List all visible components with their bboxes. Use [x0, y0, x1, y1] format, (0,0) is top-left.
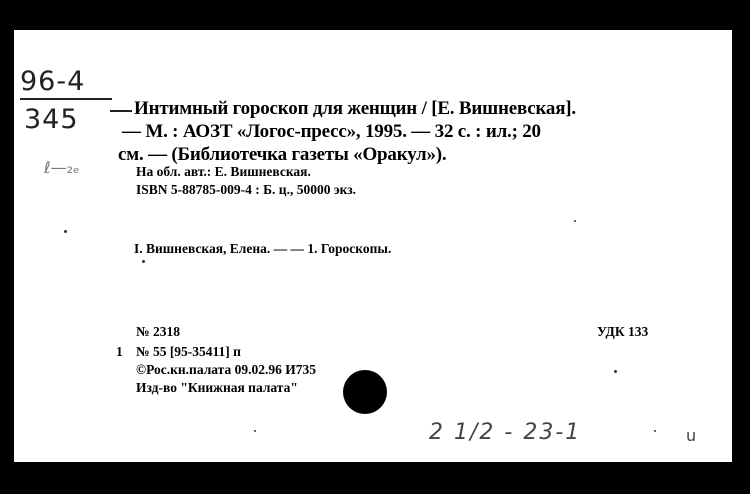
- speck: [64, 230, 67, 233]
- margin-mark: 1: [116, 344, 123, 359]
- speck: [574, 220, 576, 222]
- right-scribble: u: [686, 426, 697, 445]
- handwritten-call-number: 345: [24, 104, 79, 135]
- copyright-line: ©Рос.кн.палата 09.02.96 И735: [136, 362, 316, 377]
- isbn-line: ISBN 5-88785-009-4 : Б. ц., 50000 экз.: [136, 182, 357, 197]
- call-number-dash: [110, 110, 132, 112]
- imprint-line: — М. : АОЗТ «Логос-пресс», 1995. — 32 с. : ил.; 20: [122, 121, 541, 142]
- title-line: Интимный гороскоп для женщин / [Е. Вишневская].: [134, 98, 576, 119]
- catalog-card: [14, 30, 732, 462]
- speck: [614, 370, 617, 373]
- card-number: № 2318: [136, 324, 180, 339]
- accession-line: № 55 [95-35411] п: [136, 344, 241, 359]
- margin-scribble: ℓ—₂ₑ: [44, 158, 80, 177]
- cover-note: На обл. авт.: Е. Вишневская.: [136, 164, 311, 179]
- shelf-mark-underline: [20, 98, 112, 100]
- udk-code: УДК 133: [597, 324, 649, 339]
- publisher-line: Изд-во "Книжная палата": [136, 380, 298, 395]
- speck: [254, 430, 256, 432]
- bottom-scribble: 2 1/2 - 23-1: [429, 420, 582, 445]
- series-line: см. — (Библиотечка газеты «Оракул»).: [118, 144, 447, 165]
- punch-hole: [343, 370, 387, 414]
- speck: [142, 260, 145, 263]
- handwritten-shelf-mark: 96-4: [20, 66, 86, 97]
- tracing-line: I. Вишневская, Елена. — — 1. Гороскопы.: [134, 241, 392, 256]
- speck: [654, 430, 656, 432]
